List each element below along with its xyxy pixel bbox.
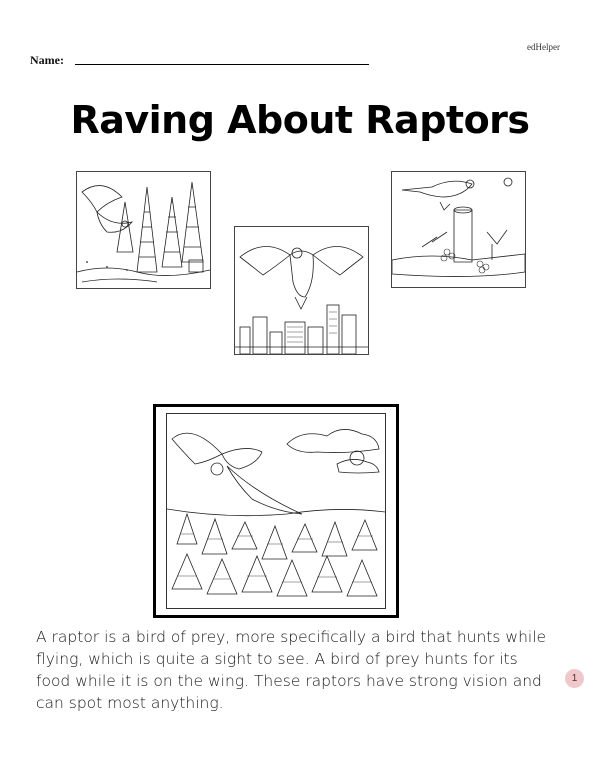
reading-passage: A raptor is a bird of prey, more specifically a bird that hunts while flying, which is quite a sight to see. A bird of prey hunts for its food while it is on the wing. These raptors have strong vision and can spot most anything. — [36, 628, 547, 712]
perched-falcon-drawing — [392, 172, 525, 287]
name-label: Name: — [30, 53, 64, 67]
illustration-soaring-eagle — [153, 404, 399, 618]
soaring-eagle-drawing — [167, 414, 385, 608]
name-row — [30, 52, 370, 68]
illustration-forest-hawk — [76, 171, 211, 289]
illustration-perched-falcon — [391, 171, 526, 288]
forest-hawk-drawing — [77, 172, 210, 288]
city-eagle-drawing — [235, 227, 368, 354]
name-input-line[interactable] — [75, 64, 369, 65]
illustration-city-eagle — [234, 226, 369, 355]
illustration-inner-frame — [166, 413, 386, 609]
page-title: Raving About Raptors — [70, 98, 530, 142]
page-number-badge: 1 — [565, 669, 584, 688]
brand-label: edHelper — [527, 42, 560, 52]
